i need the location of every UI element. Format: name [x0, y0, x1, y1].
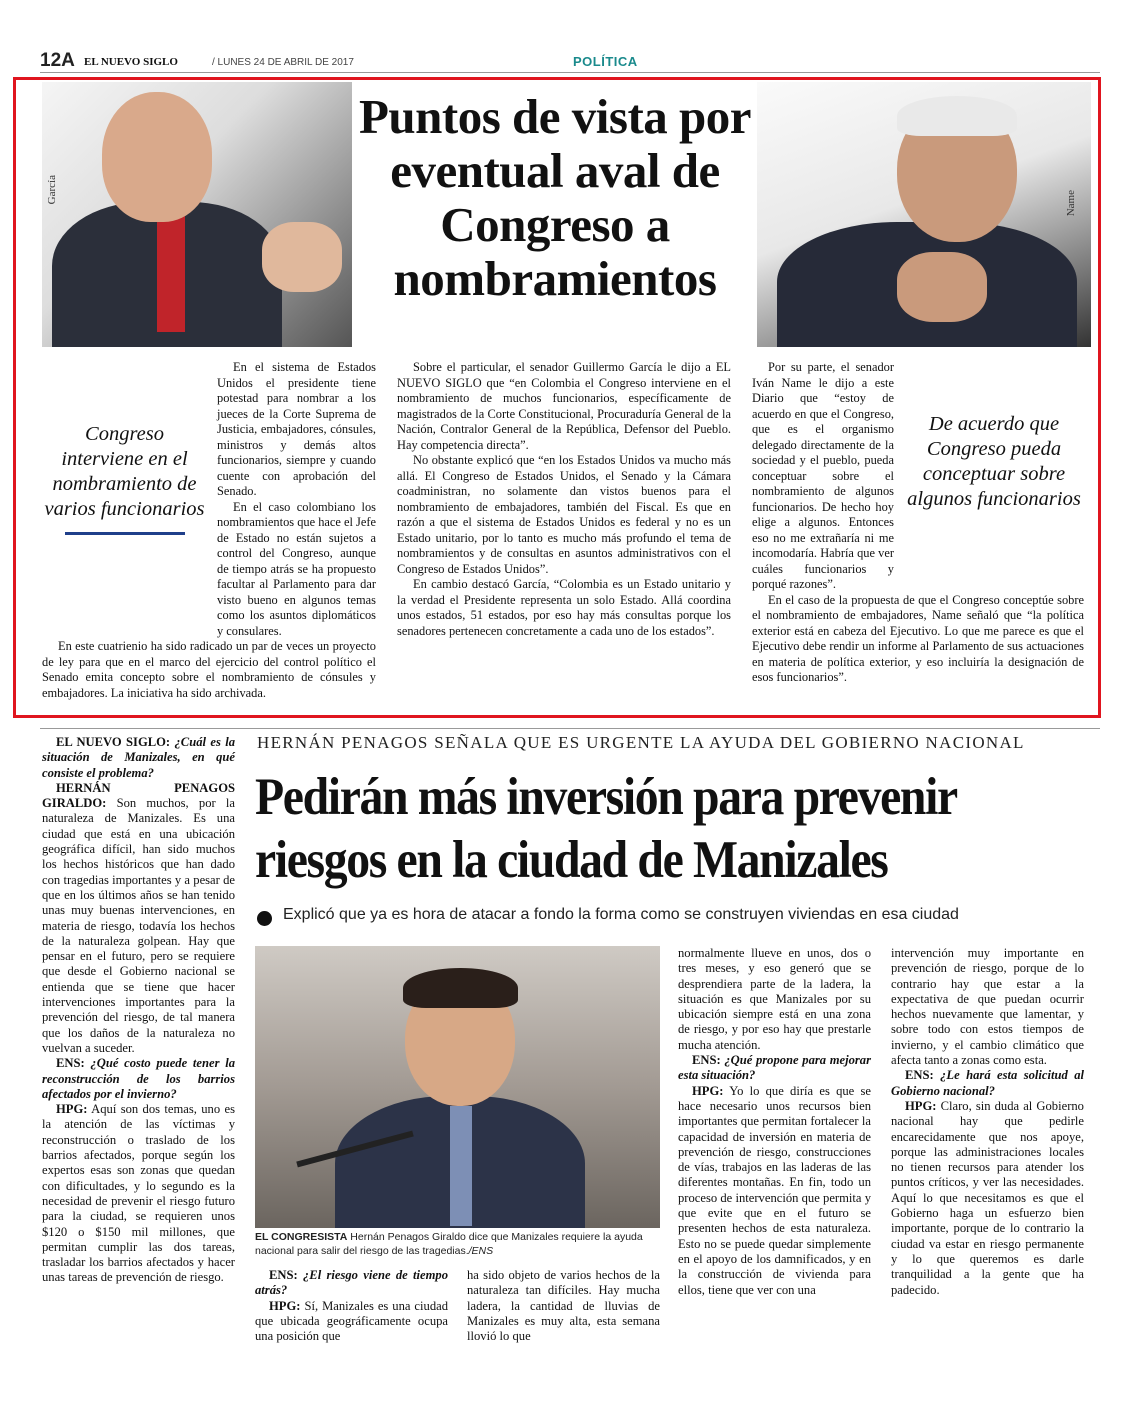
- page-number: 12A: [40, 50, 75, 71]
- story2-kicker: HERNÁN PENAGOS SEÑALA QUE ES URGENTE LA AYUDA DEL GOBIERNO NACIONAL: [257, 733, 1025, 752]
- caption-text: Hernán Penagos Giraldo dice que Manizales requiere la ayuda nacional para salir del riesgo de las tragedias.: [255, 1231, 643, 1257]
- story1-col3-para: En el caso de la propuesta de que el Congreso conceptúe sobre el nombramiento de embajadores, Name señaló que “la política exterior está en cabeza del Ejecutivo. Lo que me parece es que el Ejecutivo debe rendir un informe al Parlamento de sus actuaciones en materia de política exterior, y eso incluiría la designación de esos funcionarios”.: [752, 592, 1084, 684]
- interview-question: ¿El riesgo viene de tiempo atrás?: [255, 1268, 448, 1298]
- story1-headline: Puntos de vista por eventual aval de Congreso a nombramientos: [358, 89, 752, 306]
- photo-caption: [255, 1230, 660, 1258]
- story1-column-3: [752, 360, 1084, 700]
- interview-column-left: [42, 735, 235, 1355]
- interview-column-4: [891, 946, 1084, 1356]
- section-divider: [40, 728, 1100, 729]
- story1-column-2: [397, 360, 731, 700]
- subhead-bullet-icon: [257, 911, 272, 926]
- interview-answer: Aquí son dos temas, uno es la atención de las víctimas y reconstrucción o traslado de los barrios afectados, porque según los expertos esas son zonas que quedan con dificultades, y lo segundo es la necesidad de prevenir el riesgo futuro para la ciudad, se requieren unos $120 o $150 mil millones, que permitan cumplir las dos tareas, trasladar los barrios afectados y hacer unas tareas de prevención de riesgo.: [42, 1102, 235, 1285]
- interview-question: ¿Qué propone para mejorar esta situación?: [678, 1053, 871, 1083]
- interview-speaker: HPG:: [692, 1083, 724, 1098]
- interview-speaker: ENS:: [56, 1056, 85, 1071]
- interview-below-photo-b: [467, 1268, 660, 1363]
- interview-column-3: [678, 946, 871, 1356]
- story1-col1-para: En este cuatrienio ha sido radicado un par de veces un proyecto de ley para que en el marco del ejercicio del control político el Senado emita concepto sobre el nombramiento de cónsules y embajadores. La iniciativa ha sido archivada.: [42, 639, 376, 700]
- paper-name: EL NUEVO SIGLO: [84, 56, 178, 68]
- story2-subhead: Explicó que ya es hora de atacar a fondo la forma como se construyen viviendas en esa ciudad: [283, 906, 959, 923]
- interview-answer: normalmente llueve en unos, dos o tres meses, y eso generó que se desprendiera parte de la ladera, la situación es que Manizales por su ubicación siempre está en una zona de riesgo, y por eso hay que prestarle mucha atención.: [678, 946, 871, 1052]
- story1-col2-para: Sobre el particular, el senador Guillermo García le dijo a EL NUEVO SIGLO que “en Colombia el Congreso interviene en el nombramiento de muchos funcionarios, específicamente de magistrados de la Corte Constitucional, Procuraduría General de la Nación, Contralor General de la República, Defensor del Pueblo. Hay competencia directa”.: [397, 360, 731, 452]
- interview-answer: Claro, sin duda al Gobierno nacional hay que pedirle encarecidamente que nos apoye, porque las administraciones locales no tienen recursos para atender los puntos críticos, y ver las necesidades. Aquí lo que necesitamos es que el Gobierno haga un esfuerzo bien importante, porque de lo contrario la ciudad va estar en riesgo permanente y lo que queremos es darle tranquilidad a la gente que ha padecido.: [891, 1098, 1084, 1297]
- photo-credit-garcia: García: [46, 175, 58, 205]
- interview-speaker: HPG:: [269, 1298, 301, 1313]
- story1-column-1: [42, 360, 376, 700]
- pull-quote-left: Congreso interviene en el nombramiento de varios funcionarios: [44, 423, 205, 520]
- interview-question: ¿Qué costo puede tener la reconstrucción de los barrios afectados por el invierno?: [42, 1056, 235, 1101]
- interview-speaker: HPG:: [56, 1102, 88, 1117]
- photo-name: [757, 82, 1091, 347]
- pull-quote-left-wrap: [42, 422, 207, 632]
- caption-label: EL CONGRESISTA: [255, 1231, 348, 1243]
- story2-headline: [255, 766, 1020, 892]
- story1-col3-para: Por su parte, el senador Iván Name le dijo a este Diario que “estoy de acuerdo en que el Congreso, que es el organismo delegado directamente de la sociedad y el pueblo, pueda conceptuar sobre el nombramiento de algunos funcionarios. De hecho hoy elige a algunos. Entonces eso no me extrañaría ni me incomodaría. Habría que ver cuáles funcionarios y porqué razones”.: [752, 360, 894, 591]
- interview-answer: ha sido objeto de varios hechos de la naturaleza tan difíciles. Hay mucha ladera, la cantidad de lluvias de Manizales es muy alta, esta semana llovió lo que: [467, 1268, 660, 1344]
- interview-below-photo-a: [255, 1268, 448, 1363]
- story2-headline-line1: Pedirán más inversión para prevenir: [255, 768, 957, 826]
- story2-headline-line2: riesgos en la ciudad de Manizales: [255, 831, 888, 889]
- interview-answer: Sí, Manizales es una ciudad que ubicada geográficamente ocupa una posición que: [255, 1298, 448, 1344]
- caption-credit: /ENS: [468, 1245, 494, 1257]
- story1-col2-para: En cambio destacó García, “Colombia es un Estado unitario y la verdad el Presidente representa un solo Estado. Allá coordina unos estados, 51 estados, por eso hay más consultas porque los senadores pertenecen concretamente a cada uno de los estados”.: [397, 577, 731, 638]
- story1-col1-para: En el caso colombiano los nombramientos que hace el Jefe de Estado no están sujetos a control del Congreso, aunque de tiempo atrás se ha propuesto facultar al Parlamento para dar visto bueno en algunos temas como los asuntos diplomáticos y consulares.: [217, 499, 376, 638]
- interview-answer: Son muchos, por la naturaleza de Manizales. Es una ciudad que está en una ubicación geográfica difícil, han sido muchos los hechos históricos que han dado con tragedias importantes y a pesar de que en los últimos años se han tenido unas muy buenas intervenciones, en materia de riesgo, todavía los hechos de la naturaleza golpean. Hay que pensar en el futuro, pero se requiere que desde el Gobierno nacional se entienda que se tiene que hacer intervenciones importantes para la prevención del riesgo, de tal manera que los daños de la naturaleza no vuelvan a suceder.: [42, 796, 235, 1055]
- photo-garcia: [42, 82, 352, 347]
- interview-answer: Yo lo que diría es que se hace necesario unos recursos bien importantes que permitan fortalecer la capacidad de inversión en materia de prevención de riesgo, construcciones de vías, trabajos en las laderas de las diferentes montañas. En fin, todo un proceso de intervención que permita y que evite que en el futuro se presenten hechos de esta naturaleza. Esto no se puede quedar simplemente en el apoyo de los damnificados, y en la construcción de vivienda para ellos, tiene que ver con una: [678, 1083, 871, 1297]
- interview-speaker: EL NUEVO SIGLO:: [56, 735, 171, 749]
- photo-penagos: [255, 946, 660, 1228]
- interview-answer: intervención muy importante en prevención de riesgo, porque de lo contrario hay que estar a la expectativa de que puedan ocurrir hechos nuevamente que lamentar, y sobre todo con estos tiempos de invierno, y el cambio climático que afecta tanto a zonas como esta.: [891, 946, 1084, 1068]
- interview-speaker: ENS:: [269, 1268, 298, 1282]
- interview-speaker: ENS:: [905, 1068, 934, 1083]
- pull-quote-right: De acuerdo que Congreso pueda conceptuar sobre algunos funcionarios: [907, 413, 1081, 510]
- story1-col2-para: No obstante explicó que “en los Estados Unidos va mucho más allá. El Congreso de Estados Unidos, el Senado y la Cámara coadministran, no solamente dan vistos buenos para el nombramiento de embajadores, también del Fiscal. Es que en razón a que el sistema de Estados Unidos es federal y no es un Estado unitario, por lo tanto es mucho más profundo el tema de nombramientos y de consultas en asuntos administrativos con el Congreso de Estados Unidos”.: [397, 453, 731, 576]
- interview-question: ¿Le hará esta solicitud al Gobierno nacional?: [891, 1068, 1085, 1098]
- photo-credit-name: Name: [1065, 190, 1077, 217]
- interview-speaker: HERNÁN PENAGOS GIRALDO:: [42, 780, 235, 811]
- interview-question: ¿Cuál es la situación de Manizales, en qué consiste el problema?: [42, 735, 235, 780]
- masthead: [40, 50, 1100, 73]
- interview-speaker: HPG:: [905, 1098, 937, 1113]
- issue-date: / LUNES 24 DE ABRIL DE 2017: [212, 57, 354, 68]
- pull-quote-left-rule: [65, 532, 185, 535]
- interview-speaker: ENS:: [692, 1053, 721, 1068]
- section-label: POLÍTICA: [573, 54, 638, 69]
- story1-col1-para: En el sistema de Estados Unidos el presidente tiene potestad para nombrar a los jueces de la Corte Suprema de Justicia, embajadores, cónsules, ministros y demás altos funcionarios, siempre y cuando cuente con aprobación del Senado.: [217, 360, 376, 498]
- pull-quote-right-wrap: [904, 412, 1084, 582]
